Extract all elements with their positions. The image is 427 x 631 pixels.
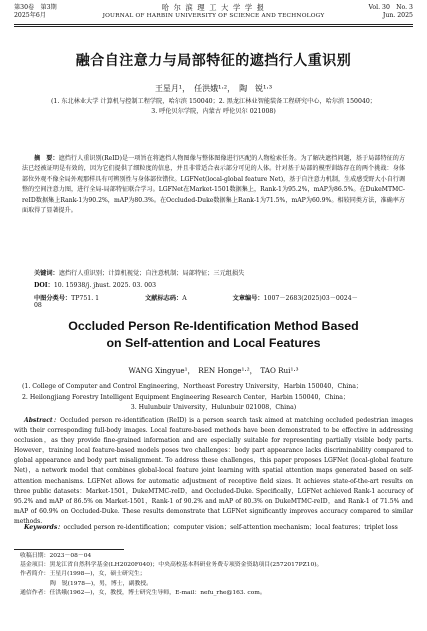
header-center	[14, 4, 413, 20]
header-issue-en: No. 3	[396, 4, 413, 11]
journal-name-en: JOURNAL OF HARBIN UNIVERSITY OF SCIENCE AND TECHNOLOGY	[102, 13, 325, 19]
abstract-en-text: Occluded person re-identification (ReID) is a person search task aimed at matching occluded pedestrian images with their corresponding full-body images. Local feature-based methods have been demonstrated to be effective in addressing occlusion，as they provide fine-grained information and are especially suitable for representing partially visible body parts. However，training local feature-based models poses two challenges：body part appearance lacks discriminability compared to global appearance and body part misalignment. To address these challenges，this paper proposes LGFNet (local-global feature Net)，a network model that combines global-local feature joint learning with spatial attention maps generated based on self-attention mechanisms. LGFNet allows for automatic adjustment of receptive field sizes. It achieves state-of-the-art results on three public datasets：Market-1501，DukeMTMC-reID，and Occluded-Duke. Specifically，LGFNet achieved Rank-1 accuracy of 95.2% and mAP of 86.5% on Market-1501，Rank-1 of 90.2% and mAP of 80.3% on DukeMTMC-reID，and Rank-1 of 71.5% and mAP of 60.9% on Occluded-Duke. These results demonstrate that LGFNet significantly improves accuracy compared to similar methods.	[14, 417, 413, 525]
keywords-en	[24, 522, 413, 531]
footnote-bio-2: 陶 锐(1978—)，男，博士，副教授。	[50, 580, 153, 587]
header-volume-cn: 第30卷	[14, 4, 35, 11]
affiliation-cn-line: (1. 东北林业大学 计算机与控制工程学院，哈尔滨 150040；2. 黑龙江林业智能装备工程研究中心，哈尔滨 150040；	[51, 98, 376, 105]
doc-label: 文献标志码：	[145, 295, 183, 302]
header-rule-thin	[14, 26, 413, 27]
abstract-en-label: Abstract：	[24, 417, 60, 424]
affiliations-cn	[20, 97, 407, 116]
footnote-received: 收稿日期：2023－08－04	[20, 553, 92, 559]
footnote-funding: 基金项目：黑龙江省自然科学基金(LH2020F040)；中央高校基本科研业务费专项资金资助项目(2572017PZ10)。	[20, 562, 323, 569]
footnotes	[20, 552, 413, 598]
doi-value: 10. 15938/j. jhust. 2025. 03. 003	[53, 282, 157, 289]
affiliation-en-line: 3. Hulunbuir University，Hulunbuir 021008，China)	[130, 404, 297, 411]
doi	[34, 280, 156, 289]
article-value: 1007－2683(2025)03－0024－08	[34, 295, 358, 309]
running-header	[14, 4, 413, 26]
footnote-corresponding: 通信作者：任洪娥(1962—)，女，教授，博士研究生导师，E-mail：nefu_rhe@163. com。	[20, 589, 266, 596]
doc-code	[145, 295, 209, 302]
title-en-line: on Self-attention and Local Features	[106, 336, 321, 350]
clc-code	[34, 295, 121, 302]
header-rule-thick	[14, 24, 413, 25]
doi-label: DOI：	[34, 282, 54, 289]
classification-line	[34, 293, 405, 309]
header-issue-cn: 第3期	[40, 4, 57, 11]
authors-cn: 王星月¹， 任洪娥¹·²， 陶 锐¹·³	[154, 84, 273, 93]
keywords-cn-text: 遮挡行人重识别；计算机视觉；自注意机制；局部特征；三元组损失	[58, 270, 245, 277]
title-en-line: Occluded Person Re-Identification Method Based	[68, 319, 359, 333]
authors-en: WANG Xingyue¹， REN Honge¹·²， TAO Rui¹·³	[128, 366, 299, 375]
header-date-cn: 2025年6月	[14, 12, 47, 19]
journal-name-cn: 哈 尔 滨 理 工 大 学 学 报	[161, 3, 266, 12]
affiliation-en-line: (1. College of Computer and Control Engineering，Northeast Forestry University，Harbin 150040，China；	[22, 383, 363, 390]
affiliation-en-line: 2. Heilongjiang Forestry Intelligent Equipment Engineering Research Center，Harbin 150040，China；	[22, 393, 350, 401]
footnote-bio-1: 王星月(1998—)，女，硕士研究生；	[49, 571, 146, 578]
title-en	[0, 318, 427, 352]
keywords-en-label: Keywords：	[24, 524, 64, 531]
abstract-en	[14, 416, 413, 527]
abstract-cn	[22, 154, 405, 216]
affiliations-en	[22, 382, 405, 414]
abstract-cn-label: 摘 要：	[34, 155, 59, 162]
doc-value: A	[182, 295, 187, 302]
footnote-bio	[20, 570, 413, 579]
footnote-bio-label: 作者简介：	[20, 571, 50, 578]
footnote-rule	[14, 549, 124, 550]
header-date-en: Jun. 2025	[382, 12, 413, 19]
affiliation-cn-line: 3. 呼伦贝尔学院，内蒙古 呼伦贝尔 021008)	[151, 107, 276, 115]
header-right	[368, 4, 413, 20]
keywords-cn	[34, 268, 405, 277]
clc-label: 中图分类号：	[34, 295, 72, 302]
header-volume-en: Vol. 30	[368, 4, 390, 11]
title-cn: 融合自注意力与局部特征的遮挡行人重识别	[75, 53, 352, 69]
keywords-en-text: occluded person re-identification；computer vision；self-attention mechanism；local features；triplet loss	[63, 524, 398, 531]
keywords-cn-label: 关键词：	[34, 270, 59, 277]
article-label: 文章编号：	[232, 295, 264, 302]
abstract-cn-text: 遮挡行人重识别(ReID)是一项旨在将遮挡人物图像与整体图像进行匹配的人物检索任务。为了解决遮挡问题，基于局部特征的方法已经被证明是有效的，因为它们提供了细粒度的信息，并且非常适合表示部分可见的人体。针对基于局部的模型训练存在的两个挑战：身体部位外观不像全局外观那样具有可辨别性与身体部位错位。LGFNet(local-global feature Net)，基于自注意力机制，生成感受野大小自行调整的空间注意力图，进行全局-局部特征联合学习。LGFNet在Market-1501数据集上，Rank-1为95.2%，mAP为86.5%。在DukeMTMC-reID数据集上Rank-1为90.2%，mAP为80.3%。在Occluded-Duke数据集上Rank-1为71.5%，mAP为60.9%。相较同类方法，准确率方面取得了显著提升。	[22, 155, 406, 215]
clc-value: TP751. 1	[71, 295, 100, 302]
